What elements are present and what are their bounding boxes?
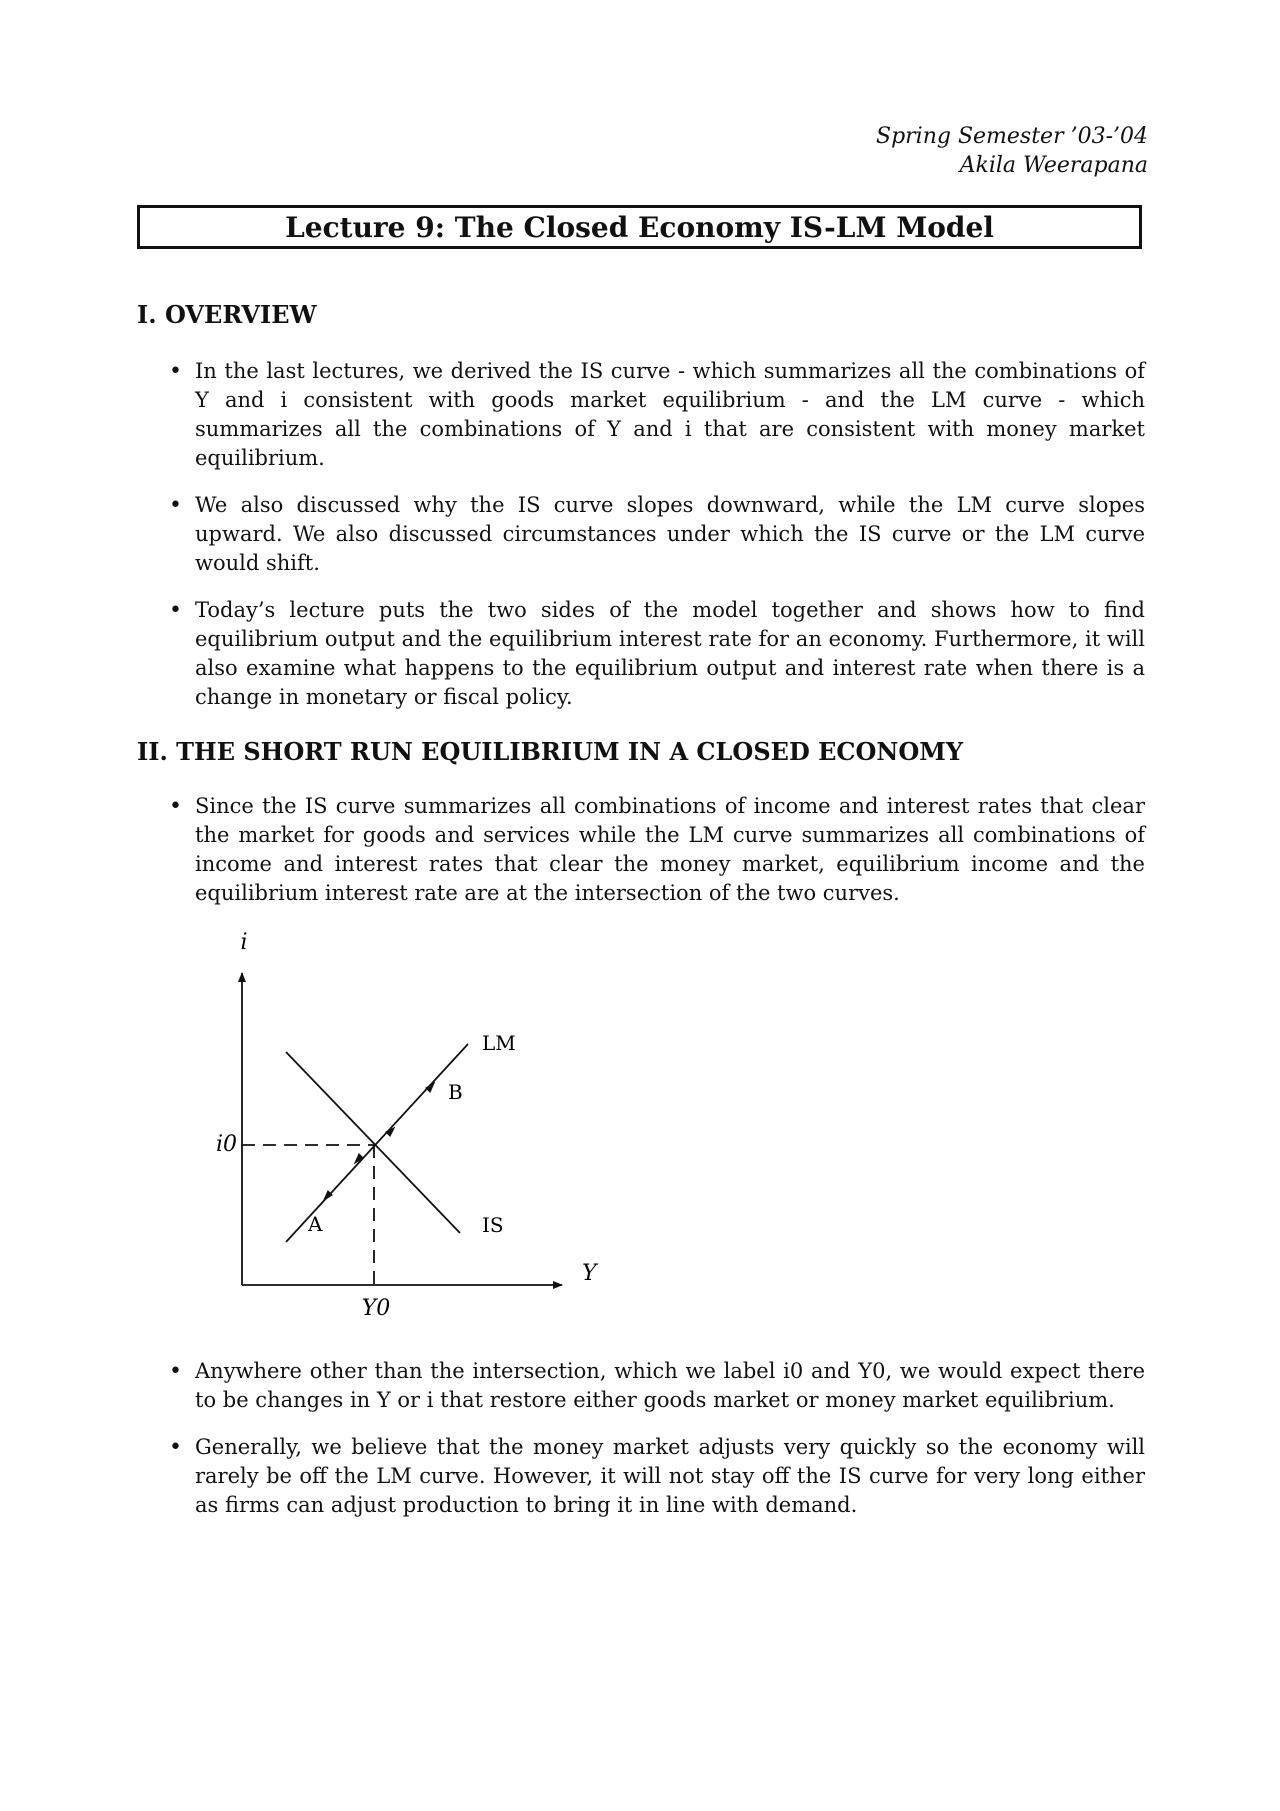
- semester-label: Spring Semester ’03-’04: [876, 124, 1148, 149]
- list-item: • In the last lectures, we derived the IS curve - which summarizes all the combinations of Y and i consistent with goods market equilibrium - and the LM curve - which summarizes all the combinations of Y and i that are consistent with money market equilibrium.: [195, 357, 1145, 473]
- is-label: IS: [482, 1213, 504, 1237]
- y-axis-label: i: [240, 930, 248, 955]
- document-header: [876, 122, 1148, 180]
- x-axis-label: Y: [582, 1261, 597, 1286]
- is-curve: [286, 1052, 460, 1233]
- list-item: • We also discussed why the IS curve slopes downward, while the LM curve slopes upward. We also discussed circumstances under which the IS curve or the LM curve would shift.: [195, 491, 1145, 578]
- list-item: • Anywhere other than the intersection, which we label i0 and Y0, we would expect there to be changes in Y or i that restore either goods market or money market equilibrium.: [195, 1357, 1145, 1415]
- equilibrium-bullet-list-1: [195, 792, 1145, 926]
- y0-label: [362, 1296, 391, 1321]
- list-item: • Today’s lecture puts the two sides of the model together and shows how to find equilibrium output and the equilibrium interest rate for an economy. Furthermore, it will also examine what happens to the equilibrium output and interest rate when there is a change in monetary or fiscal policy.: [195, 596, 1145, 712]
- y0-label-text: Y0: [361, 1296, 391, 1321]
- point-a-label: A: [308, 1212, 323, 1236]
- section-heading-overview: I. OVERVIEW: [137, 300, 317, 329]
- lecture-title: Lecture 9: The Closed Economy IS-LM Model: [285, 210, 994, 244]
- is-lm-diagram: [190, 925, 620, 1325]
- equilibrium-bullet-list-2: [195, 1357, 1145, 1538]
- section-heading-equilibrium: II. THE SHORT RUN EQUILIBRIUM IN A CLOSED ECONOMY: [137, 737, 963, 766]
- i0-label: [216, 1132, 237, 1157]
- i0-label-text: i0: [216, 1132, 238, 1157]
- list-item: • Since the IS curve summarizes all combinations of income and interest rates that clear the market for goods and services while the LM curve summarizes all combinations of income and interest rates that clear the money market, equilibrium income and the equilibrium interest rate are at the intersection of the two curves.: [195, 792, 1145, 908]
- lm-label: LM: [482, 1031, 516, 1055]
- list-item: • Generally, we believe that the money market adjusts very quickly so the economy will rarely be off the LM curve. However, it will not stay off the IS curve for very long either as firms can adjust production to bring it in line with demand.: [195, 1433, 1145, 1520]
- author-name: Akila Weerapana: [959, 153, 1148, 178]
- overview-bullet-list: [195, 357, 1145, 730]
- point-b-label: B: [448, 1080, 463, 1104]
- lecture-title-box: [137, 205, 1142, 249]
